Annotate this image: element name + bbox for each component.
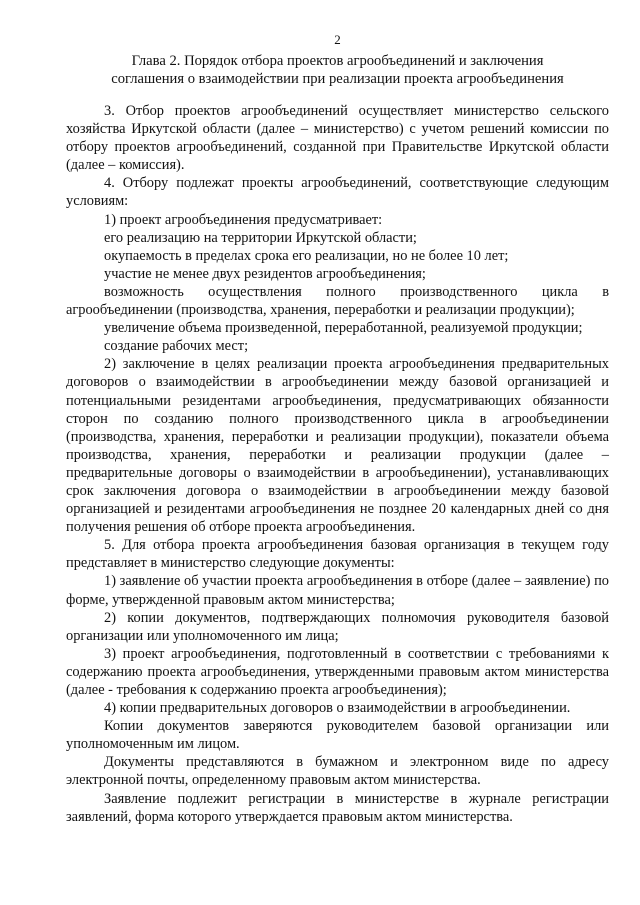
paragraph: 4) копии предварительных договоров о взаимодействии в агрообъединении. [104, 700, 571, 717]
chapter-heading [66, 52, 609, 88]
paragraph: 3) проект агрообъединения, подготовленный в соответствии с требованиями к содержанию проекта агрообъединения, утвержденными правовым актом министерства (далее - требования к содержанию проекта агрообъединения); [66, 645, 609, 698]
paragraph: 3. Отбор проектов агрообъединений осуществляет министерство сельского хозяйства Иркутской области (далее – министерство) с учетом решений комиссии по отбору проектов агрообъединений, созданной при Правительстве Иркутской области (далее – комиссия). [66, 103, 609, 174]
paragraph: Документы представляются в бумажном и электронном виде по адресу электронной почты, определенному правовым актом министерства. [66, 754, 609, 789]
paragraph: создание рабочих мест; [104, 338, 249, 355]
paragraph: увеличение объема произведенной, переработанной, реализуемой продукции; [104, 320, 583, 337]
paragraph: 2) заключение в целях реализации проекта агрообъединения предварительных договоров о взаимодействии в агрообъединении между базовой организацией и потенциальными резидентами агрообъединения, предусматривающих обязанности сторон по созданию полного производственного цикла в агрообъединении (производства, хранения, переработки и реализации продукции), показатели объема производства, хранения, переработки и реализации продукции (далее – предварительные договоры о взаимодействии в агрообъединении), устанавливающих срок заключения договора о взаимодействии в агрообъединении между базовой организацией и резидентами агрообъединения не позднее 20 календарных дней со дня получения решения об отборе проекта агрообъединения. [66, 356, 609, 536]
paragraph: его реализацию на территории Иркутской области; [104, 229, 417, 246]
document-page [66, 32, 609, 826]
paragraph: окупаемость в пределах срока его реализации, но не более 10 лет; [104, 247, 509, 264]
document-body [66, 102, 609, 826]
chapter-heading-line-2: соглашения о взаимодействии при реализации проекта агрообъединения [111, 71, 564, 87]
paragraph: Копии документов заверяются руководителем базовой организации или уполномоченным им лицом. [66, 718, 609, 753]
paragraph: возможность осуществления полного производственного цикла в агрообъединении (производства, хранения, переработки и реализации продукции); [66, 283, 609, 319]
paragraph: участие не менее двух резидентов агрообъединения; [104, 265, 426, 282]
chapter-heading-line-1: Глава 2. Порядок отбора проектов агрообъединений и заключения [131, 53, 544, 69]
page-number: 2 [334, 32, 341, 47]
paragraph: Заявление подлежит регистрации в министерстве в журнале регистрации заявлений, форма которого утверждается правовым актом министерства. [66, 790, 609, 825]
paragraph: 5. Для отбора проекта агрообъединения базовая организация в текущем году представляет в министерство следующие документы: [66, 537, 609, 572]
paragraph: 2) копии документов, подтверждающих полномочия руководителя базовой организации или уполномоченного им лица; [66, 609, 609, 644]
paragraph: 1) заявление об участии проекта агрообъединения в отборе (далее – заявление) по форме, утвержденной правовым актом министерства; [66, 573, 609, 608]
paragraph: 1) проект агрообъединения предусматривает: [104, 211, 383, 228]
paragraph: 4. Отбору подлежат проекты агрообъединений, соответствующие следующим условиям: [66, 175, 609, 210]
